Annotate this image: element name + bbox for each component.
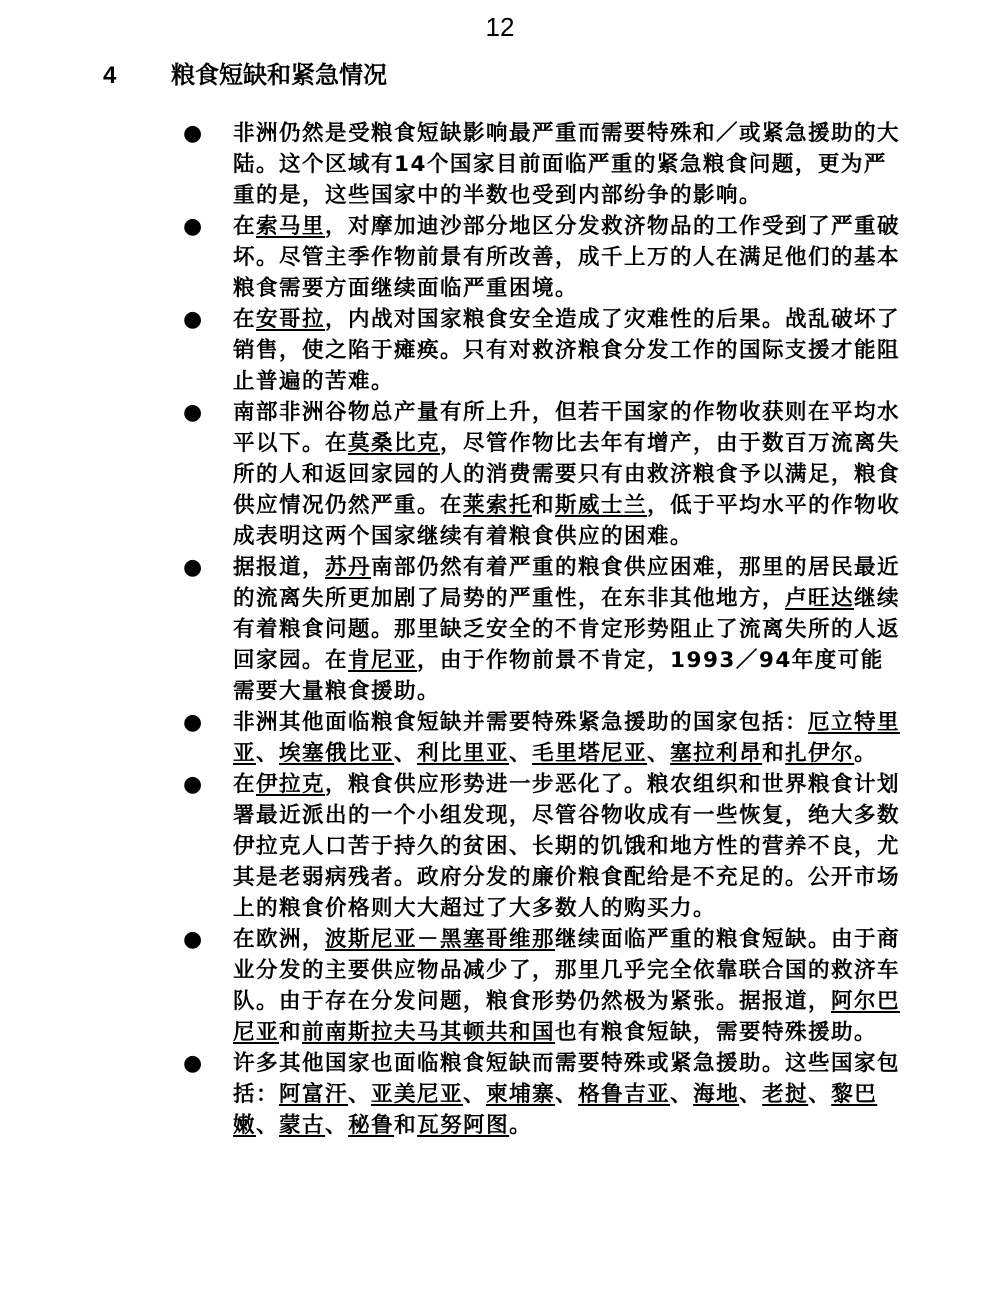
country-name: 厄立特里亚 bbox=[233, 710, 901, 766]
text-segment: 、 bbox=[394, 741, 418, 766]
bullet-icon: ● bbox=[183, 214, 204, 239]
bullet-icon: ● bbox=[183, 927, 204, 952]
bullet-paragraph bbox=[183, 1048, 903, 1141]
text-segment: 和 bbox=[762, 741, 786, 766]
text-segment: 。 bbox=[509, 1113, 533, 1138]
text-segment: 和 bbox=[394, 1113, 418, 1138]
bullet-paragraph bbox=[183, 769, 903, 924]
country-name: 前南斯拉夫马其顿共和国 bbox=[302, 1020, 556, 1045]
text-segment: 、 bbox=[256, 741, 280, 766]
country-name: 伊拉克 bbox=[256, 772, 326, 797]
bullet-paragraph bbox=[183, 118, 903, 211]
bullet-paragraph bbox=[183, 552, 903, 707]
country-name: 安哥拉 bbox=[256, 307, 326, 332]
country-name: 斯威士兰 bbox=[555, 493, 648, 518]
section-title: 粮食短缺和紧急情况 bbox=[171, 61, 387, 89]
country-name: 毛里塔尼亚 bbox=[532, 741, 648, 766]
country-name: 扎伊尔 bbox=[785, 741, 855, 766]
text-segment: ，尽管作物比去年有增产，由于数百万流离失所的人和返回家园的人的消费需要只有由救济粮食予以满足，粮食供应情况仍然严重。在 bbox=[233, 431, 901, 518]
bullet-icon: ● bbox=[183, 710, 204, 735]
paragraph-text bbox=[233, 552, 903, 707]
text-segment: 非洲仍然是受粮食短缺影响最严重而需要特殊和／或紧急援助的大陆。这个区域有14个国家目前面临严重的紧急粮食问题，更为严重的是，这些国家中的半数也受到内部纷争的影响。 bbox=[233, 121, 901, 208]
text-segment: 继续面临严重的粮食短缺。由于商业分发的主要供应物品减少了，那里几乎完全依靠联合国的救济车队。由于存在分发问题，粮食形势仍然极为紧张。据报道， bbox=[233, 927, 901, 1014]
country-name: 老挝 bbox=[762, 1082, 809, 1107]
bullet-icon: ● bbox=[183, 307, 204, 332]
text-segment: 、 bbox=[739, 1082, 763, 1107]
text-segment: 、 bbox=[647, 741, 671, 766]
text-segment: 在 bbox=[233, 307, 257, 332]
text-segment: 南部非洲谷物总产量有所上升，但若干国家的作物收获则在平均水平以下。在 bbox=[233, 400, 901, 456]
country-name: 埃塞俄比亚 bbox=[279, 741, 395, 766]
text-segment: 、 bbox=[325, 1113, 349, 1138]
country-name: 卢旺达 bbox=[785, 586, 855, 611]
text-segment: ，内战对国家粮食安全造成了灾难性的后果。战乱破坏了销售，使之陷于瘫痪。只有对救济粮食分发工作的国际支援才能阻止普遍的苦难。 bbox=[233, 307, 901, 394]
country-name: 蒙古 bbox=[279, 1113, 326, 1138]
text-segment: 、 bbox=[348, 1082, 372, 1107]
text-segment: 和 bbox=[532, 493, 556, 518]
bullet-list bbox=[183, 118, 903, 1141]
bullet-paragraph bbox=[183, 397, 903, 552]
country-name: 阿富汗 bbox=[279, 1082, 349, 1107]
text-segment: 在 bbox=[233, 214, 257, 239]
country-name: 波斯尼亚－黑塞哥维那 bbox=[325, 927, 556, 952]
text-segment: ，对摩加迪沙部分地区分发救济物品的工作受到了严重破坏。尽管主季作物前景有所改善，成千上万的人在满足他们的基本粮食需要方面继续面临严重困境。 bbox=[233, 214, 901, 301]
text-segment: 继续有着粮食问题。那里缺乏安全的不肯定形势阻止了流离失所的人返回家园。在 bbox=[233, 586, 901, 673]
text-segment: 。 bbox=[854, 741, 878, 766]
country-name: 利比里亚 bbox=[417, 741, 510, 766]
country-name: 格鲁吉亚 bbox=[578, 1082, 671, 1107]
bullet-paragraph bbox=[183, 304, 903, 397]
bullet-icon: ● bbox=[183, 121, 204, 146]
country-name: 秘鲁 bbox=[348, 1113, 395, 1138]
text-segment: ，由于作物前景不肯定，1993／94年度可能需要大量粮食援助。 bbox=[233, 648, 884, 704]
text-segment: 据报道， bbox=[233, 555, 326, 580]
paragraph-text bbox=[233, 707, 903, 769]
country-name: 苏丹 bbox=[325, 555, 372, 580]
text-segment: 在欧洲， bbox=[233, 927, 326, 952]
text-segment: 在 bbox=[233, 772, 257, 797]
text-segment: 非洲其他面临粮食短缺并需要特殊紧急援助的国家包括： bbox=[233, 710, 809, 735]
country-name: 海地 bbox=[693, 1082, 740, 1107]
text-segment: 和 bbox=[279, 1020, 303, 1045]
bullet-paragraph bbox=[183, 707, 903, 769]
text-segment: 、 bbox=[670, 1082, 694, 1107]
paragraph-text bbox=[233, 924, 903, 1048]
text-segment: 、 bbox=[555, 1082, 579, 1107]
text-segment: 南部仍然有着严重的粮食供应困难，那里的居民最近的流离失所更加剧了局势的严重性，在东非其他地方， bbox=[233, 555, 901, 611]
bullet-icon: ● bbox=[183, 772, 204, 797]
text-segment: 、 bbox=[256, 1113, 280, 1138]
paragraph-text bbox=[233, 769, 903, 924]
section-heading bbox=[103, 55, 387, 90]
paragraph-text bbox=[233, 118, 903, 211]
country-name: 亚美尼亚 bbox=[371, 1082, 464, 1107]
paragraph-text bbox=[233, 1048, 903, 1141]
text-segment: 、 bbox=[509, 741, 533, 766]
paragraph-text bbox=[233, 397, 903, 552]
bullet-paragraph bbox=[183, 211, 903, 304]
country-name: 莫桑比克 bbox=[348, 431, 441, 456]
text-segment: ，低于平均水平的作物收成表明这两个国家继续有着粮食供应的困难。 bbox=[233, 493, 901, 549]
paragraph-text bbox=[233, 304, 903, 397]
bullet-paragraph bbox=[183, 924, 903, 1048]
country-name: 瓦努阿图 bbox=[417, 1113, 510, 1138]
text-segment: 许多其他国家也面临粮食短缺而需要特殊或紧急援助。这些国家包括： bbox=[233, 1051, 901, 1107]
country-name: 黎巴嫩 bbox=[233, 1082, 878, 1138]
country-name: 塞拉利昂 bbox=[670, 741, 763, 766]
bullet-icon: ● bbox=[183, 1051, 204, 1076]
bullet-icon: ● bbox=[183, 555, 204, 580]
country-name: 肯尼亚 bbox=[348, 648, 418, 673]
country-name: 阿尔巴尼亚 bbox=[233, 989, 901, 1045]
paragraph-text bbox=[233, 211, 903, 304]
text-segment: 也有粮食短缺，需要特殊援助。 bbox=[555, 1020, 878, 1045]
bullet-icon: ● bbox=[183, 400, 204, 425]
text-segment: ，粮食供应形势进一步恶化了。粮农组织和世界粮食计划署最近派出的一个小组发现，尽管谷物收成有一些恢复，绝大多数伊拉克人口苦于持久的贫困、长期的饥饿和地方性的营养不良，尤其是老弱病残者。政府分发的廉价粮食配给是不充足的。公开市场上的粮食价格则大大超过了大多数人的购买力。 bbox=[233, 772, 901, 921]
section-number: 4 bbox=[103, 62, 117, 89]
page-number: 12 bbox=[485, 12, 515, 42]
country-name: 柬埔寨 bbox=[486, 1082, 556, 1107]
text-segment: 、 bbox=[463, 1082, 487, 1107]
country-name: 莱索托 bbox=[463, 493, 533, 518]
country-name: 索马里 bbox=[256, 214, 326, 239]
text-segment: 、 bbox=[808, 1082, 832, 1107]
